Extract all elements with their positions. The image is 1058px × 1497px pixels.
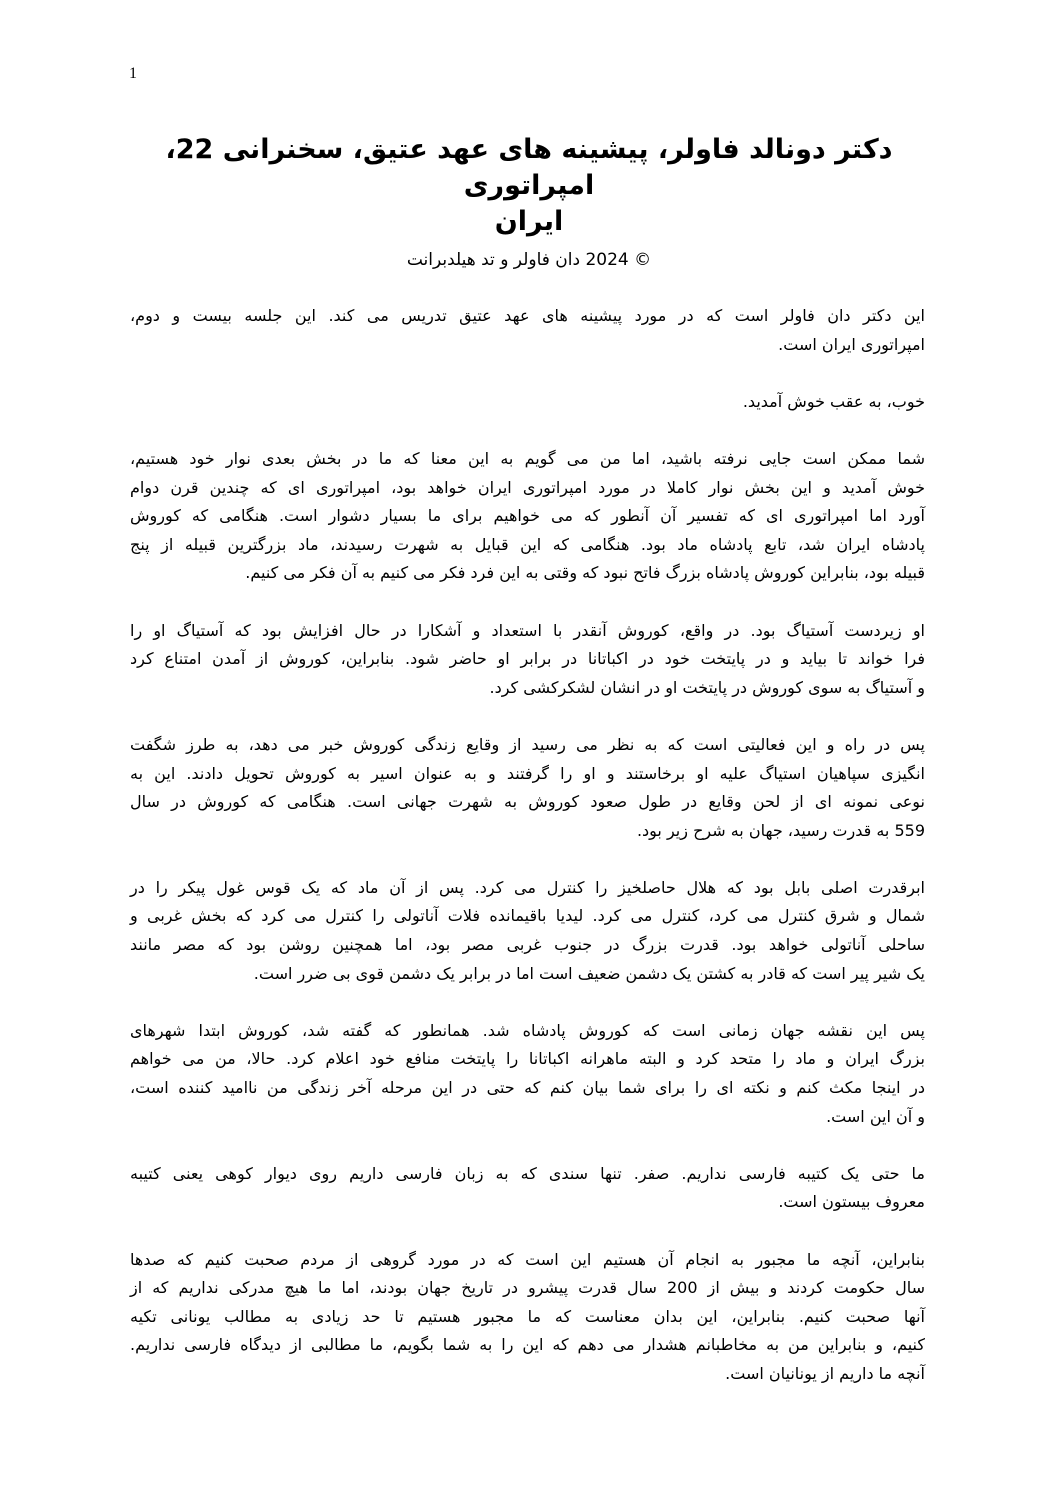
paragraph-line: نوعی نمونه ای از لحن وقایع در طول صعود کوروش به شهرت جهانی است. هنگامی که کوروش در سال: [130, 792, 925, 812]
paragraph-line: و آستیاگ به سوی کوروش در پایتخت او در انشان لشکرکشی کرد.: [489, 677, 925, 697]
paragraph-line: امپراتوری ایران است.: [778, 334, 925, 354]
paragraph-line: بنابراین، آنچه ما مجبور به انجام آن هستیم این است که در مورد گروهی از مردم صحبت کنیم که صدها: [130, 1249, 925, 1269]
paragraph-line: شما ممکن است جایی نرفته باشید، اما من می گویم به این معنا که ما در بخش بعدی نوار خود هستیم،: [130, 448, 925, 468]
paragraph-line: ساحلی آناتولی خواهد بود. قدرت بزرگ در جنوب غربی مصر بود، اما همچنین روشن بود که مصر مانند: [130, 935, 925, 955]
title-line: دکتر دونالد فاولر، پیشینه های عهد عتیق، سخنرانی 22، امپراتوری: [165, 134, 893, 201]
paragraph-line: ابرقدرت اصلی بابل بود که هلال حاصلخیز را کنترل می کرد. پس از آن ماد که یک قوس غول پیکر را در: [130, 877, 925, 897]
paragraph-line: آنچه ما داریم از یونانیان است.: [725, 1363, 925, 1383]
paragraph-line: در اینجا مکث کنم و نکته ای را برای شما بیان کنم که حتی در این مرحله آخر زندگی من ناامید کننده است،: [130, 1078, 925, 1098]
paragraph: [130, 445, 925, 588]
paragraph-line: خوش آمدید و این بخش نوار کاملا در مورد امپراتوری ایران خواهد بود، امپراتوری ای که چندین قرن دوام: [130, 477, 925, 497]
paragraph-line: و آن این است.: [826, 1106, 925, 1126]
document-title: [119, 132, 939, 240]
paragraph-line: قبیله بود، بنابراین کوروش پادشاه بزرگ فاتح نبود که وقتی به این فرد فکر می کنیم به آن فکر می کنیم.: [245, 563, 925, 583]
paragraph-line: او زیردست آستیاگ بود. در واقع، کوروش آنقدر با استعداد و آشکارا در حال افزایش بود که آستیاگ او را: [130, 620, 925, 640]
paragraph-line: آنها صحبت کنیم. بنابراین، این بدان معناست که ما مجبور هستیم تا حد زیادی به مطالب یونانی تکیه: [130, 1306, 925, 1326]
paragraph-line: 559 به قدرت رسید، جهان به شرح زیر بود.: [636, 820, 925, 840]
paragraph-line: فرا خواند تا بیاید و در پایتخت خود در اکباتانا در برابر او حاضر شود. بنابراین، کوروش از آمدن امتناع کرد: [130, 649, 925, 669]
paragraph-line: خوب، به عقب خوش آمدید.: [742, 391, 925, 411]
paragraph-line: کنیم، و بنابراین من به مخاطبانم هشدار می دهم که این را به شما بگویم، ما مطالبی از دیدگاه فارسی نداریم.: [130, 1335, 925, 1355]
document-body: [130, 302, 925, 1389]
paragraph-line: ما حتی یک کتیبه فارسی نداریم. صفر. تنها سندی که به زبان فارسی داریم روی دیوار کوهی یعنی کتیبه: [130, 1163, 925, 1183]
paragraph: [130, 874, 925, 988]
page-number: 1: [129, 65, 137, 82]
paragraph: [130, 302, 925, 359]
paragraph: [130, 617, 925, 703]
paragraph: [130, 388, 925, 417]
paragraph-line: پس این نقشه جهان زمانی است که کوروش پادشاه شد. همانطور که گفته شد، کوروش ابتدا شهرهای: [130, 1020, 925, 1040]
paragraph-line: آورد اما امپراتوری ای که تفسیر آن آنطور که می خواهیم برای ما بسیار دشوار است. هنگامی که کوروش: [130, 506, 925, 526]
paragraph-line: پادشاه ایران شد، تابع پادشاه ماد بود. هنگامی که این قبایل به شهرت رسیدند، ماد بزرگترین قبیله از پنج: [130, 534, 925, 554]
paragraph-line: پس در راه و این فعالیتی است که به نظر می رسید از وقایع زندگی کوروش خبر می دهد، به طرز شگفت: [130, 734, 925, 754]
copyright-line: © 2024 دان فاولر و تد هیلدبرانت: [406, 250, 652, 270]
paragraph: [130, 1017, 925, 1131]
paragraph-line: معروف بیستون است.: [778, 1192, 925, 1212]
paragraph: [130, 1246, 925, 1389]
paragraph: [130, 1160, 925, 1217]
paragraph-line: یک شیر پیر است که قادر به کشتن یک دشمن ضعیف است اما در برابر یک دشمن قوی بی ضرر است.: [253, 963, 925, 983]
paragraph-line: سال حکومت کردند و بیش از 200 سال قدرت پیشرو در تاریخ جهان بودند، اما ما هیچ مدرکی نداریم که از: [130, 1278, 925, 1298]
title-line: ایران: [494, 206, 564, 237]
paragraph-line: شمال و شرق کنترل می کرد، کنترل می کرد. لیدیا باقیمانده فلات آناتولی را کنترل می کرد که بخش غربی و: [130, 906, 925, 926]
paragraph-line: بزرگ ایران و ماد را متحد کرد و البته ماهرانه اکباتانا را پایتخت منافع خود اعلام کرد. حالا، من می خواهم: [130, 1049, 925, 1069]
paragraph-line: انگیزی سپاهیان استیاگ علیه او برخاستند و او را گرفتند و به عنوان اسیر به کوروش تحویل دادند. این به: [130, 763, 925, 783]
paragraph: [130, 731, 925, 845]
paragraph-line: این دکتر دان فاولر است که در مورد پیشینه های عهد عتیق تدریس می کند. این جلسه بیست و دوم،: [130, 306, 925, 325]
